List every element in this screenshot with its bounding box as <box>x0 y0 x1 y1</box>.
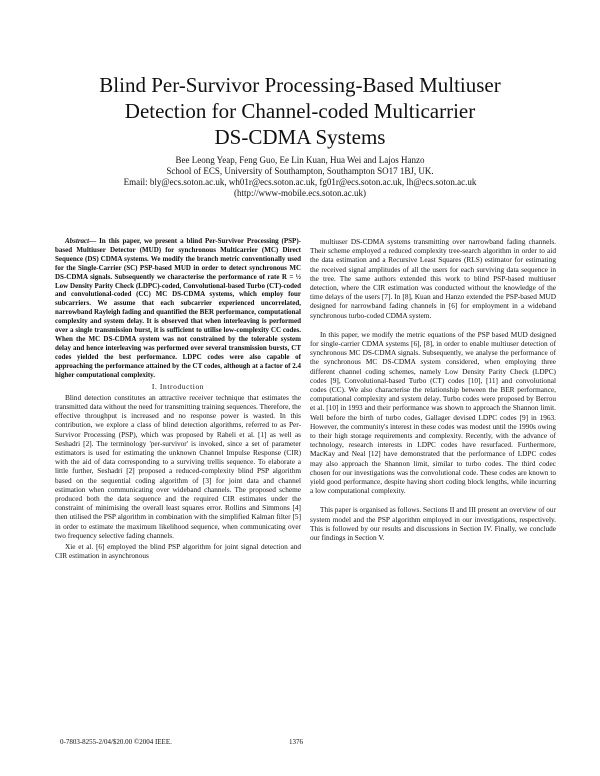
section-heading-introduction: I. Introduction <box>151 381 205 391</box>
right-paragraph-2: In this paper, we modify the metric equations of the PSP based MUD designed for single-carrier CDMA systems [6], [8], in order to enable multiuser detection of synchronous MC DS-CDMA signals. Subsequently, we analyse the performance of the synchronous MC DS-CDMA system considered, when employing three different channel coding schemes, namely Low Density Parity Check (LDPC) codes [9], Convolutional-based Turbo (CT) codes [10], [11] and convolutional codes (CC). We also characterise the relationship between the BER performance, computational complexity and system delay. Turbo codes were proposed by Berrou et al. [10] in 1993 and their performance was shown to approach the Shannon limit. Well before the birth of turbo codes, Gallager devised LDPC codes [9] in 1963. However, the community's interest in these codes was modest until the 1990s owing to their high storage requirements and complexity. Recently, with the advance of technology, research interests in LDPC codes have resurfaced. Furthermore, MacKay and Neal [12] have demonstrated that the performance of LDPC codes may also approach the Shannon limit, similar to turbo codes. The third codec chosen for our investigations was the convolutional code. These codes are known to yield good performance, despite having short coding block lengths, while incurring a low computational complexity. <box>310 329 556 496</box>
abstract-text: — In this paper, we present a blind Per-Survivor Processing (PSP)-based Multiuser Detector (MUD) for synchronous Multicarrier (MC) Direct Sequence (DS) CDMA systems. We modify the branch metric conventionally used for the Single-Carrier (SC) PSP-based MUD in order to detect synchronous MC DS-CDMA signals. Subsequently we characterise the performance of rate R = ½ Low Density Parity Check (LDPC)-coded, Convolutional-based Turbo (CT)-coded and convolutional-coded (CC) MC DS-CDMA systems, which employ four subcarriers. We assume that each subcarrier experienced uncorrelated, narrowband Rayleigh fading and quantified the BER performance, computational complexity and system delay. It is observed that when interleaving is performed over a single transmission burst, it is sufficient to utilise low-complexity CC codes. When the MC DS-CDMA system was not constrained by the tolerable system delay and hence interleaving was performed over several transmission bursts, CT codes yielded the best performance. LDPC codes were also capable of approaching the performance attained by the CT codes, although at a factor of 2.4 higher computational complexity. <box>55 237 301 379</box>
author-url: (http://www-mobile.ecs.soton.ac.uk) <box>234 188 366 198</box>
page-number: 1376 <box>289 738 303 746</box>
footer-isbn: 0-7803-8255-2/04/$20.00 ©2004 IEEE. <box>60 738 172 746</box>
right-column <box>310 237 556 542</box>
right-paragraph-3: This paper is organised as follows. Sections II and III present an overview of our system model and the PSP algorithm employed in our investigations, respectively. This is followed by our results and discussions in Section IV. Finally, we conclude our findings in Section V. <box>310 505 556 543</box>
title-line-2: Detection for Channel-coded Multicarrier <box>124 99 476 123</box>
intro-paragraph-2: Xie et al. [6] employed the blind PSP algorithm for joint signal detection and CIR estimation in asynchronous <box>55 541 301 561</box>
paper-title <box>60 72 540 150</box>
abstract <box>55 237 301 380</box>
abstract-label: Abstract <box>65 237 90 245</box>
right-paragraph-1: multiuser DS-CDMA systems transmitting over narrowband fading channels. Their scheme employed a reduced complexity tree-search algorithm in order to aid the data estimation and a Recursive Least Squares (RLS) estimator for estimating the received signal amplitudes of all the users for each surviving data sequence in the tree. The same authors extended this work to blind PSP-based multiuser detection, where the CIR estimation was conducted without the knowledge of the time delays of the users [7]. In [8], Kuan and Hanzo extended the PSP-based MUD designed for narrowband fading channels in [6] for employment in a wideband synchronous turbo-coded CDMA system. <box>310 237 556 320</box>
author-block <box>40 155 560 199</box>
intro-paragraph-1: Blind detection constitutes an attractive receiver technique that estimates the transmitted data without the need for transmitting training sequences. Therefore, the effective throughput is increased and no response power is wasted. In this contribution, we explore a class of blind detection algorithms, referred to as Per-Survivor Processing (PSP), which was proposed by Raheli et al. [1] as well as Seshadri [2]. The terminology 'per-survivor' is invoked, since a set of parameter estimators is used for estimating the unknown Channel Impulse Response (CIR) with the aid of data corresponding to a surviving trellis sequence. To elaborate a little further, Seshadri [2] proposed a reduced-complexity blind PSP algorithm based on the sequential coding algorithm of [3] for joint data and channel estimation when communicating over wideband channels. The proposed scheme produced both the data sequence and the required CIR estimates under the constraint of minimising the overall least squares error. Rollins and Simmons [4] then utilised the PSP algorithm in combination with the simplified Kalman filter [5] in order to estimate the maximum likelihood sequence, when communicating over two frequency selective fading channels. <box>55 392 301 540</box>
title-line-3: DS-CDMA Systems <box>214 125 386 149</box>
left-column <box>55 237 301 560</box>
title-line-1: Blind Per-Survivor Processing-Based Multiuser <box>99 73 501 97</box>
author-emails: Email: bly@ecs.soton.ac.uk, wh01r@ecs.soton.ac.uk, fg01r@ecs.soton.ac.uk, lh@ecs.soton.ac.uk <box>123 177 477 187</box>
author-affiliation: School of ECS, University of Southampton, Southampton SO17 1BJ, UK. <box>166 166 434 176</box>
author-names: Bee Leong Yeap, Feng Guo, Ee Lin Kuan, Hua Wei and Lajos Hanzo <box>175 155 425 165</box>
